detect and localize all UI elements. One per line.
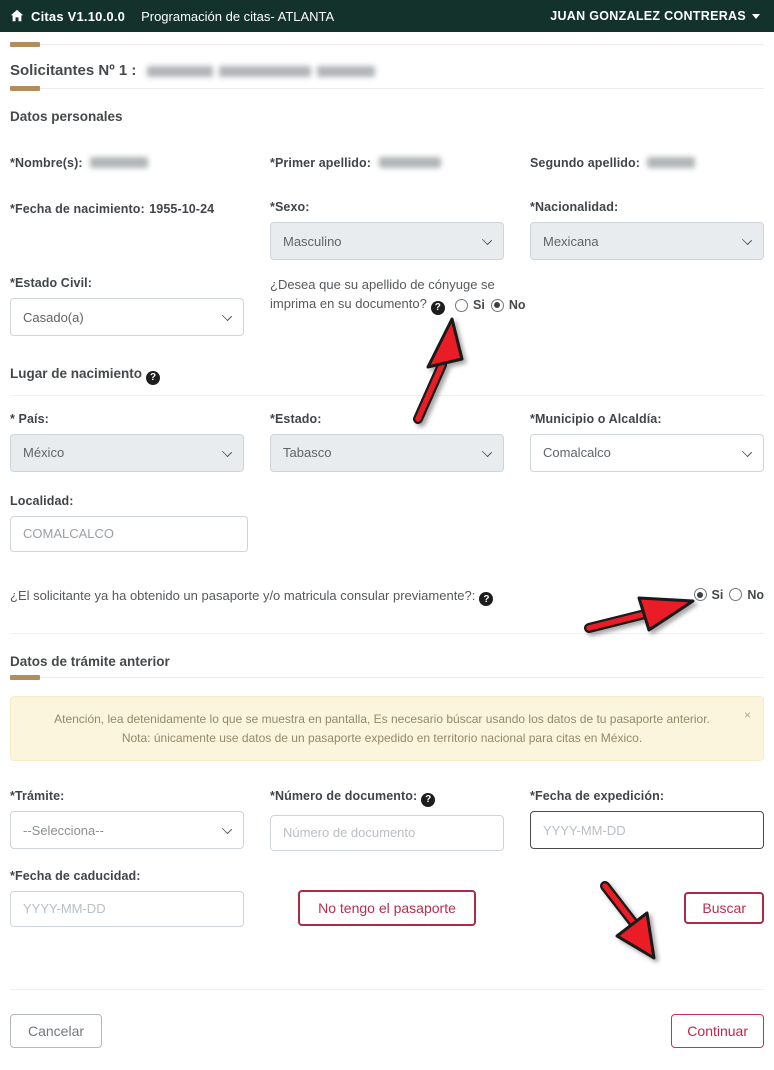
previous-passport-question <box>10 588 493 607</box>
redacted-nombre <box>90 157 148 168</box>
nacionalidad-select[interactable] <box>530 222 764 260</box>
radio-icon[interactable] <box>729 588 742 601</box>
sexo-selected-value: Masculino <box>283 233 342 249</box>
caret-down-icon <box>752 14 760 19</box>
app-brand[interactable] <box>10 9 125 24</box>
redacted-primer-apellido <box>379 157 441 168</box>
municipio-select[interactable] <box>530 434 764 472</box>
page-title: Programación de citas- ATLANTA <box>141 8 335 24</box>
cancel-button[interactable]: Cancelar <box>10 1014 102 1048</box>
divider <box>10 395 764 400</box>
fecha-nacimiento-field <box>10 200 244 260</box>
chevron-down-icon <box>222 311 232 321</box>
app-header <box>0 0 774 32</box>
buscar-button[interactable]: Buscar <box>684 892 764 924</box>
estado-label: *Estado: <box>270 411 322 426</box>
user-menu[interactable] <box>550 9 760 23</box>
radio-icon[interactable] <box>491 299 504 312</box>
previous-passport-row <box>10 588 764 607</box>
fecha-nacimiento-value: 1955-10-24 <box>149 202 215 216</box>
close-icon[interactable]: × <box>743 708 751 722</box>
pais-label: * País: <box>10 411 49 426</box>
tramite-select[interactable] <box>10 811 244 849</box>
estado-field <box>270 412 504 472</box>
chevron-down-icon <box>742 446 752 456</box>
help-icon[interactable]: ? <box>479 592 493 606</box>
sexo-label: *Sexo: <box>270 200 310 214</box>
pais-select[interactable] <box>10 434 244 472</box>
nacionalidad-label: *Nacionalidad: <box>530 200 619 214</box>
segundo-apellido-label: Segundo apellido: <box>530 156 641 170</box>
estado-civil-label: *Estado Civil: <box>10 276 92 290</box>
nombre-label: *Nombre(s): <box>10 156 83 170</box>
pais-selected-value: México <box>23 445 65 460</box>
nombre-field <box>10 154 244 172</box>
spouse-radio-si[interactable] <box>455 298 485 312</box>
fecha-expedicion-label: *Fecha de expedición: <box>530 789 665 804</box>
redacted-applicant-name <box>144 62 378 79</box>
birthplace-heading-text: Lugar de nacimiento <box>10 366 143 381</box>
nacionalidad-selected-value: Mexicana <box>543 233 599 249</box>
segundo-apellido-field <box>530 154 764 172</box>
tramite-label: *Trámite: <box>10 789 65 804</box>
help-icon[interactable]: ? <box>146 371 160 385</box>
personal-data-heading: Datos personales <box>10 109 123 124</box>
previous-si-label: Si <box>711 587 724 602</box>
help-icon[interactable]: ? <box>431 301 445 315</box>
applicant-section-title <box>10 62 764 79</box>
footer-actions <box>10 1014 764 1070</box>
home-icon <box>10 9 24 23</box>
primer-apellido-field <box>270 154 504 172</box>
chevron-down-icon <box>222 824 232 834</box>
chevron-down-icon <box>222 446 232 456</box>
section-divider <box>10 44 764 49</box>
spouse-si-label: Si <box>473 298 485 312</box>
numero-documento-label <box>270 789 504 807</box>
divider <box>10 989 764 994</box>
spouse-no-label: No <box>508 298 526 312</box>
alert-line-2: Nota: únicamente use datos de un pasaporte expedido en territorio nacional para citas en México. <box>121 730 643 745</box>
nacionalidad-field <box>530 200 764 260</box>
estado-civil-field <box>10 276 244 336</box>
previous-process-heading: Datos de trámite anterior <box>10 654 170 669</box>
divider <box>10 633 764 638</box>
fecha-nacimiento-label: *Fecha de nacimiento: <box>10 202 145 216</box>
sexo-select[interactable] <box>270 222 504 260</box>
radio-icon[interactable] <box>455 299 468 312</box>
fecha-caducidad-label: *Fecha de caducidad: <box>10 868 141 883</box>
chevron-down-icon <box>482 235 492 245</box>
estado-civil-selected-value: Casado(a) <box>23 309 84 325</box>
no-passport-button[interactable]: No tengo el pasaporte <box>298 890 476 926</box>
tramite-selected-value: --Selecciona-- <box>23 822 104 838</box>
section-divider <box>10 677 764 682</box>
fecha-expedicion-input[interactable] <box>530 811 764 849</box>
redacted-segundo-apellido <box>647 157 695 168</box>
app-title: Citas V1.10.0.0 <box>31 8 126 24</box>
chevron-down-icon <box>482 446 492 456</box>
fecha-caducidad-input[interactable] <box>10 891 244 927</box>
previous-passport-radio-group <box>694 588 764 602</box>
previous-radio-si[interactable] <box>694 588 724 602</box>
spouse-question-label: ¿Desea que su apellido de cónyuge se imprima en su documento? <box>270 277 495 311</box>
localidad-input[interactable] <box>10 516 248 552</box>
previous-no-label: No <box>747 587 764 602</box>
numero-documento-label-text: *Número de documento: <box>270 789 418 804</box>
localidad-row <box>10 494 764 552</box>
spouse-question-cell <box>270 276 764 336</box>
continue-button[interactable]: Continuar <box>671 1014 764 1048</box>
spouse-radio-no[interactable] <box>491 298 526 312</box>
applicant-title-text: Solicitantes Nº 1 : <box>10 62 137 79</box>
help-icon[interactable]: ? <box>421 793 435 807</box>
fecha-expedicion-field <box>530 789 764 851</box>
attention-alert <box>10 696 764 761</box>
localidad-label: Localidad: <box>10 493 74 508</box>
sexo-field <box>270 200 504 260</box>
section-divider <box>10 88 764 93</box>
chevron-down-icon <box>742 235 752 245</box>
previous-radio-no[interactable] <box>729 588 764 602</box>
pais-field <box>10 412 244 472</box>
municipio-field <box>530 412 764 472</box>
estado-selected-value: Tabasco <box>283 445 332 460</box>
primer-apellido-label: *Primer apellido: <box>270 156 372 170</box>
fecha-caducidad-field <box>10 869 244 927</box>
numero-documento-field <box>270 789 504 851</box>
tramite-field <box>10 789 244 851</box>
birthplace-heading <box>10 366 764 385</box>
municipio-selected-value: Comalcalco <box>543 445 611 460</box>
estado-civil-select[interactable] <box>10 298 244 336</box>
spouse-radio-group <box>455 298 525 312</box>
previous-passport-question-text: ¿El solicitante ya ha obtenido un pasaporte y/o matricula consular previamente?: <box>10 587 476 603</box>
numero-documento-input[interactable] <box>270 815 504 851</box>
estado-select[interactable] <box>270 434 504 472</box>
municipio-label: *Municipio o Alcaldía: <box>530 411 662 426</box>
radio-icon[interactable] <box>694 588 707 601</box>
user-name: JUAN GONZALEZ CONTRERAS <box>550 9 746 23</box>
alert-line-1: Atención, lea detenidamente lo que se muestra en pantalla, Es necesario búscar usando los datos de tu pasaporte anterior. <box>54 712 710 726</box>
